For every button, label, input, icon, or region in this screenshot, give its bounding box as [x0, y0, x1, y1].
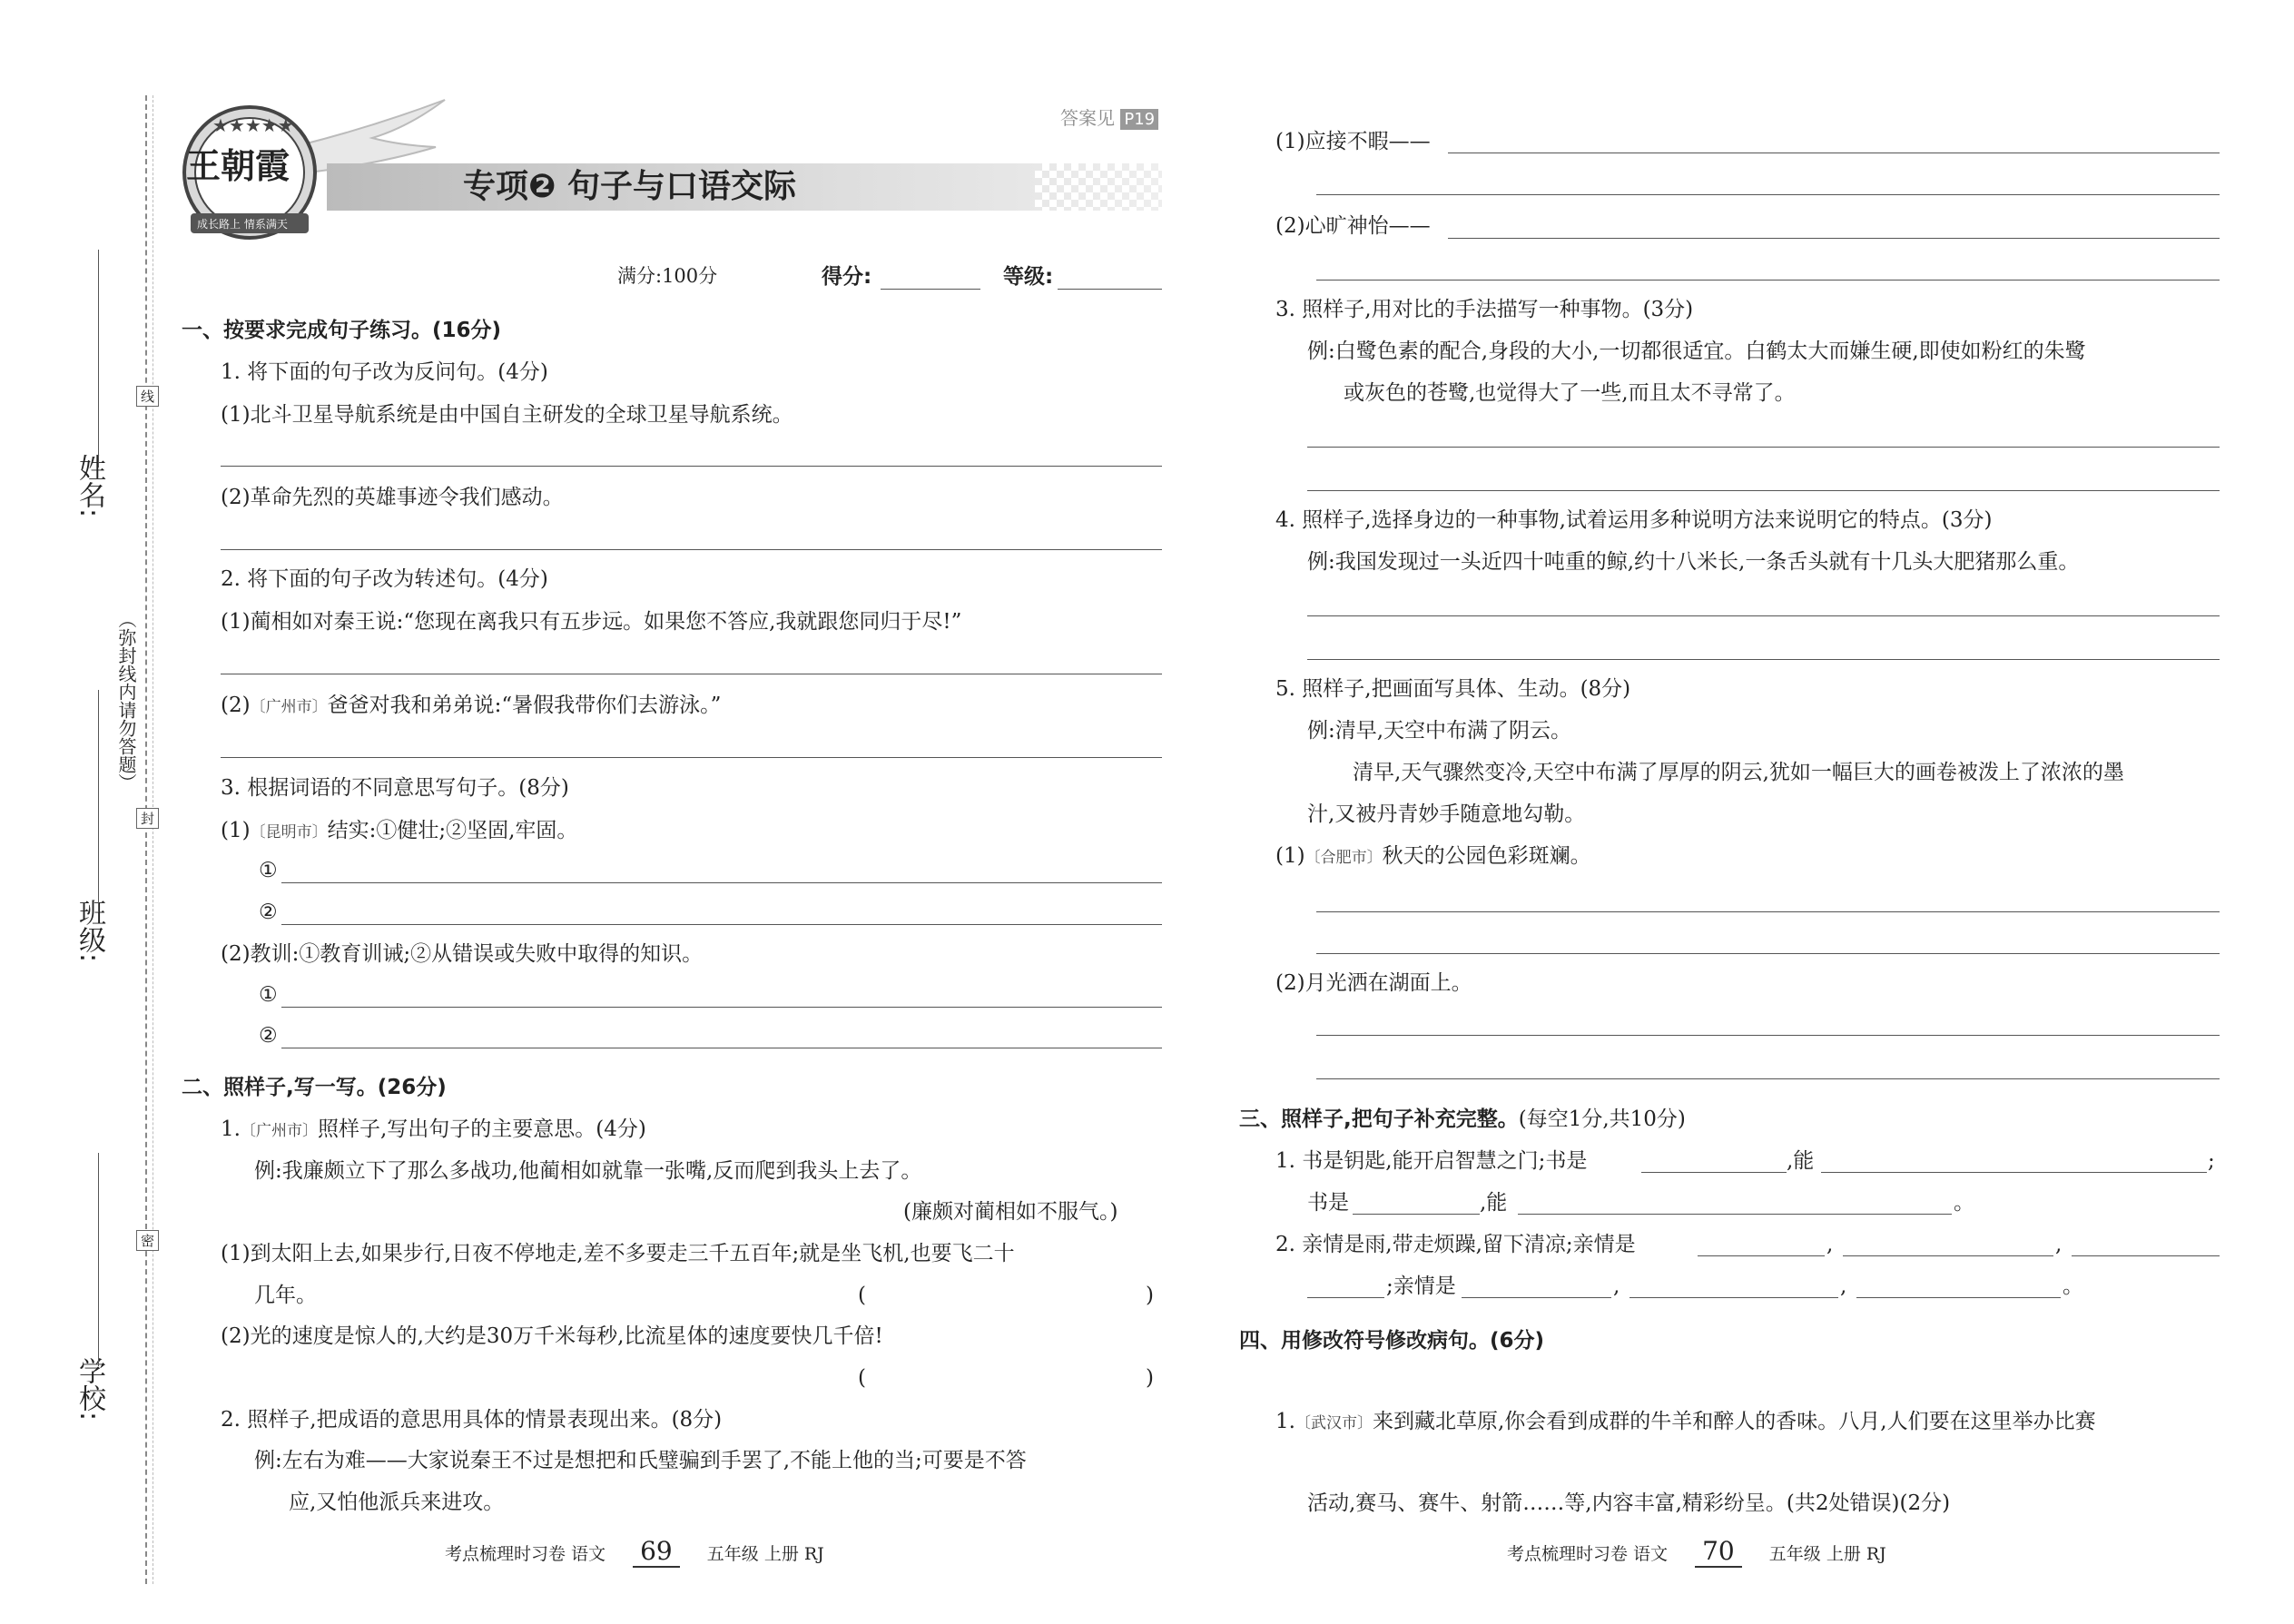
- p5a-line-1[interactable]: [1316, 911, 2220, 912]
- p5-example: 例:清早,天空中布满了阴云。: [1307, 719, 1572, 743]
- f2-blank-4[interactable]: [1307, 1297, 1384, 1298]
- f2-blank-2[interactable]: [1843, 1255, 2053, 1256]
- f2-part-a: 2. 亲情是雨,带走烦躁,留下清凉;亲情是: [1275, 1233, 1636, 1256]
- p1a-text: (1)到太阳上去,如果步行,日夜不停地走,差不多要走三千五百年;就是坐飞机,也要飞二十: [221, 1242, 1015, 1265]
- q3b-circle-2: ②: [259, 1024, 278, 1048]
- p3-example: 例:白鹭色素的配合,身段的大小,一切都很适宜。白鹤太大而嫌生硬,即使如粉红的朱鹭: [1307, 340, 2086, 363]
- q1b-answer-line[interactable]: [221, 549, 1162, 550]
- q3b-circle-1: ①: [259, 983, 278, 1007]
- score-label: 得分:: [822, 265, 872, 289]
- p5a-body: 秋天的公园色彩斑斓。: [1382, 844, 1591, 868]
- r1-text: (1)应接不暇——: [1275, 130, 1431, 153]
- p1a-text-cont: 几年。: [254, 1284, 317, 1307]
- section-3-title: 三、照样子,把句子补充完整。: [1239, 1107, 1519, 1131]
- q2b-answer-line[interactable]: [221, 757, 1162, 758]
- p3-line-1[interactable]: [1307, 447, 2220, 448]
- p4-example: 例:我国发现过一头近四十吨重的鲸,约十八米长,一条舌头就有十几头大肥猪那么重。: [1307, 550, 2080, 574]
- p4-prompt: 4. 照样子,选择身边的一种事物,试着运用多种说明方法来说明它的特点。(3分): [1275, 508, 1993, 532]
- p1-example-answer: (廉颇对蔺相如不服气。): [903, 1200, 1118, 1224]
- q3a-line-2[interactable]: [281, 924, 1162, 925]
- q1-prompt: 1. 将下面的句子改为反问句。(4分): [221, 360, 548, 384]
- p3-prompt: 3. 照样子,用对比的手法描写一种事物。(3分): [1275, 298, 1694, 321]
- q3a-circle-2: ②: [259, 901, 278, 924]
- e1-city-tag: 〔武汉市〕: [1295, 1414, 1373, 1432]
- p1-city-tag: 〔广州市〕: [240, 1122, 318, 1140]
- f2-blank-1[interactable]: [1698, 1255, 1825, 1256]
- grade-field[interactable]: [1058, 289, 1162, 290]
- school-field-line[interactable]: [98, 1153, 99, 1366]
- section-2-heading: 二、照样子,写一写。(26分): [182, 1076, 447, 1099]
- footer-left: [445, 1536, 824, 1566]
- p5-example-expanded: 清早,天气骤然变冷,天空中布满了厚厚的阴云,犹如一幅巨大的画卷被泼上了浓浓的墨: [1353, 761, 2124, 784]
- q2b-body: 爸爸对我和弟弟说:“暑假我带你们去游泳。”: [327, 694, 722, 717]
- binding-dashed-line: [145, 95, 147, 1584]
- mark-xian: 线: [136, 386, 159, 407]
- grade-label: 等级:: [1003, 265, 1054, 289]
- f1-blank-4[interactable]: [1518, 1214, 1952, 1215]
- f2-part-d: ;亲情是: [1386, 1275, 1456, 1298]
- p3-line-2[interactable]: [1307, 490, 2220, 491]
- footer-right: [1507, 1536, 1886, 1566]
- p1-prompt: [221, 1119, 646, 1140]
- p1-prefix: 1.: [221, 1117, 241, 1141]
- p5-example-expanded-cont: 汁,又被丹青妙手随意地勾勒。: [1307, 802, 1586, 826]
- p1a-paren-open[interactable]: (: [858, 1284, 866, 1307]
- q1a-answer-line[interactable]: [221, 466, 1162, 467]
- f1-part-d: 书是: [1307, 1191, 1349, 1215]
- q3a-text: [221, 821, 577, 842]
- f1-blank-2[interactable]: [1821, 1172, 2207, 1173]
- mark-mi: 密: [136, 1230, 159, 1251]
- r2-line-1[interactable]: [1448, 238, 2220, 239]
- footer-right-series: 考点梳理时习卷 语文: [1507, 1544, 1669, 1564]
- f2-part-b: ,: [1826, 1233, 1834, 1256]
- answer-ref-label: 答案见: [1060, 107, 1115, 129]
- class-field-line[interactable]: [98, 690, 99, 912]
- e1-text: [1275, 1412, 2096, 1432]
- full-score: 满分:100分: [617, 265, 718, 287]
- f2-part-e: ,: [1613, 1275, 1620, 1298]
- q3b-text: (2)教训:①教育训诫;②从错误或失败中取得的知识。: [221, 942, 704, 966]
- f2-blank-7[interactable]: [1856, 1297, 2061, 1298]
- e1-body: 来到藏北草原,你会看到成群的牛羊和醉人的香味。八月,人们要在这里举办比赛: [1372, 1410, 2096, 1433]
- school-label: 学校:: [74, 1357, 105, 1422]
- p5-prompt: 5. 照样子,把画面写具体、生动。(8分): [1275, 677, 1631, 701]
- e1-text-cont: 活动,赛马、赛牛、射箭……等,内容丰富,精彩纷呈。(共2处错误)(2分): [1307, 1491, 1951, 1515]
- q3b-line-1[interactable]: [281, 1007, 1162, 1008]
- section-4-heading: 四、用修改符号修改病句。(6分): [1239, 1329, 1545, 1353]
- p5a-city-tag: 〔合肥市〕: [1305, 849, 1383, 867]
- p5a-line-2[interactable]: [1316, 953, 2220, 954]
- f1-part-a: 1. 书是钥匙,能开启智慧之门;书是: [1275, 1149, 1588, 1173]
- f2-part-c: ,: [2055, 1233, 2063, 1256]
- f2-part-g: 。: [2063, 1275, 2083, 1298]
- r2-text: (2)心旷神怡——: [1275, 214, 1431, 238]
- p4-line-1[interactable]: [1307, 615, 2220, 616]
- p1b-text: (2)光的速度是惊人的,大约是30万千米每秒,比流星体的速度要快几千倍!: [221, 1324, 883, 1348]
- page-title: 专项❷ 句子与口语交际: [463, 168, 797, 205]
- r1-line-2[interactable]: [1316, 194, 2220, 195]
- name-label: 姓名:: [74, 454, 105, 518]
- q1b-text: (2)革命先烈的英雄事迹令我们感动。: [221, 486, 564, 509]
- seal-note: （弥封线内请勿答题）: [115, 610, 137, 792]
- q3a-prefix: (1): [221, 819, 251, 842]
- p5a-text: [1275, 846, 1591, 867]
- q3a-city-tag: 〔昆明市〕: [250, 823, 328, 842]
- class-label: 班级:: [74, 899, 105, 963]
- q3a-line-1[interactable]: [281, 882, 1162, 883]
- title-banner-checker: [1035, 163, 1162, 211]
- p2-example: 例:左右为难——大家说秦王不过是想把和氏璧骗到手罢了,不能上他的当;可要是不答: [254, 1449, 1027, 1472]
- score-field[interactable]: [881, 289, 980, 290]
- svg-text:★★★★★: ★★★★★: [212, 114, 294, 136]
- footer-right-grade: 五年级 上册 RJ: [1768, 1544, 1886, 1564]
- section-3-points: (每空1分,共10分): [1518, 1107, 1686, 1131]
- q3a-circle-1: ①: [259, 859, 278, 882]
- p1b-paren-close: ): [1146, 1366, 1154, 1390]
- f1-blank-3[interactable]: [1353, 1214, 1480, 1215]
- p1a-paren-close: ): [1146, 1284, 1154, 1307]
- answer-ref-page: P19: [1120, 109, 1158, 130]
- p1b-paren-open[interactable]: (: [858, 1366, 866, 1390]
- f2-blank-6[interactable]: [1629, 1297, 1838, 1298]
- f1-part-f: 。: [1954, 1191, 1974, 1215]
- section-3-heading: [1239, 1109, 1686, 1130]
- q2a-text: (1)蔺相如对秦王说:“您现在离我只有五步远。如果您不答应,我就跟您同归于尽!”: [221, 610, 962, 634]
- footer-left-grade: 五年级 上册 RJ: [706, 1544, 824, 1564]
- q3a-body: 结实:①健壮;②坚固,牢固。: [327, 819, 578, 842]
- f1-part-e: ,能: [1480, 1191, 1508, 1215]
- q2b-city-tag: 〔广州市〕: [250, 698, 328, 716]
- section-1-heading: 一、按要求完成句子练习。(16分): [182, 319, 502, 342]
- f1-blank-1[interactable]: [1641, 1172, 1787, 1173]
- f2-blank-3[interactable]: [2072, 1255, 2220, 1256]
- page-number-70: 70: [1695, 1536, 1742, 1568]
- f2-part-f: ,: [1840, 1275, 1847, 1298]
- p5b-line-2[interactable]: [1316, 1078, 2220, 1079]
- p5b-line-1[interactable]: [1316, 1035, 2220, 1036]
- p2-example-cont: 应,又怕他派兵来进攻。: [289, 1491, 505, 1514]
- answer-ref: [1060, 109, 1158, 128]
- p4-line-2[interactable]: [1307, 659, 2220, 660]
- p5a-prefix: (1): [1275, 844, 1305, 868]
- q2b-text: [221, 695, 721, 716]
- q1a-text: (1)北斗卫星导航系统是由中国自主研发的全球卫星导航系统。: [221, 403, 793, 427]
- p5b-text: (2)月光洒在湖面上。: [1275, 971, 1472, 995]
- footer-left-series: 考点梳理时习卷 语文: [445, 1544, 606, 1564]
- p1-body: 照样子,写出句子的主要意思。(4分): [317, 1117, 646, 1141]
- f2-blank-5[interactable]: [1462, 1297, 1611, 1298]
- f1-part-b: ,能: [1787, 1149, 1815, 1173]
- p2-prompt: 2. 照样子,把成语的意思用具体的情景表现出来。(8分): [221, 1408, 723, 1432]
- q2-prompt: 2. 将下面的句子改为转述句。(4分): [221, 567, 548, 591]
- logo-text: 王朝霞: [186, 145, 290, 186]
- p3-example-cont: 或灰色的苍鹭,也觉得大了一些,而且太不寻常了。: [1344, 381, 1796, 405]
- f1-part-c: ;: [2208, 1149, 2215, 1173]
- mark-feng: 封: [136, 808, 159, 829]
- page-number-69: 69: [633, 1536, 680, 1568]
- e1-prefix: 1.: [1275, 1410, 1295, 1433]
- q2b-prefix: (2): [221, 694, 251, 717]
- q3-prompt: 3. 根据词语的不同意思写句子。(8分): [221, 776, 569, 800]
- p1-example: 例:我廉颇立下了那么多战功,他蔺相如就靠一张嘴,反而爬到我头上去了。: [254, 1159, 922, 1183]
- name-field-line[interactable]: [98, 250, 99, 468]
- r2-line-2[interactable]: [1316, 280, 2220, 281]
- logo-subtitle: 成长路上 情系满天: [197, 218, 288, 231]
